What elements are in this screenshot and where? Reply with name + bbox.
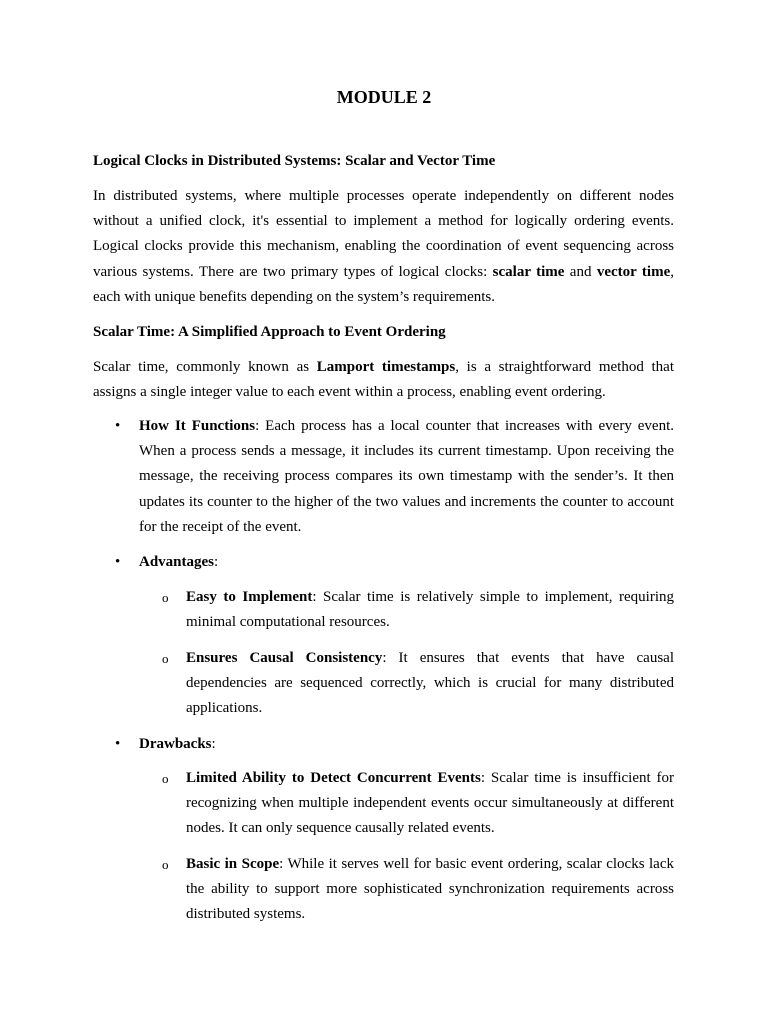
term-lamport-timestamps: Lamport timestamps — [316, 359, 456, 375]
sub-bullet-marker: o — [162, 651, 169, 666]
term-vector-time: vector time — [596, 263, 671, 280]
sub-item-label: Ensures Causal Consistency — [186, 650, 383, 666]
list-item-label: Drawbacks — [139, 736, 212, 752]
bullet-marker: • — [115, 736, 121, 752]
list-item-text: : — [214, 554, 219, 570]
section-heading-logical-clocks: Logical Clocks in Distributed Systems: Scalar and Vector Time — [93, 153, 496, 169]
list-item-how-it-functions — [139, 414, 674, 540]
sub-bullet-marker: o — [162, 771, 169, 786]
sub-item-text: : It ensures that events that have causal dependencies are sequenced correctly, which is crucial for many distributed applications. — [186, 650, 674, 717]
sub-item-label: Basic in Scope — [186, 856, 280, 872]
bullet-marker: • — [115, 418, 121, 434]
sub-item-text: : While it serves well for basic event ordering, scalar clocks lack the ability to support more sophisticated synchronization requirements across distributed systems. — [186, 856, 675, 923]
sub-item-text: : Scalar time is insufficient for recognizing when multiple independent events occur simultaneously at different nodes. It can only sequence causally related events. — [186, 770, 674, 837]
section-heading-scalar-time: Scalar Time: A Simplified Approach to Event Ordering — [93, 324, 446, 340]
list-item-label: Advantages — [139, 554, 215, 570]
sub-bullet-marker: o — [162, 857, 169, 872]
list-item-text: : — [211, 736, 216, 752]
sub-item-easy-to-implement — [186, 585, 674, 635]
list-item-label: How It Functions — [139, 418, 256, 434]
paragraph-text: Scalar time, commonly known as — [93, 359, 317, 375]
sub-bullet-marker: o — [162, 590, 169, 605]
sub-item-label: Limited Ability to Detect Concurrent Events — [186, 770, 481, 786]
paragraph-intro — [93, 184, 674, 310]
sub-item-label: Easy to Implement — [186, 589, 313, 605]
bullet-marker: • — [115, 554, 121, 570]
paragraph-scalar-intro — [93, 355, 674, 405]
list-item-drawbacks — [139, 732, 674, 757]
sub-item-text: : Scalar time is relatively simple to implement, requiring minimal computational resources. — [186, 589, 675, 631]
sub-item-basic-in-scope — [186, 852, 674, 928]
sub-item-causal-consistency — [186, 646, 674, 722]
paragraph-text: and — [564, 263, 597, 280]
paragraph-text: , is a straightforward method that assigns a single integer value to each event within a process, enabling event ordering. — [93, 359, 674, 401]
list-item-text: : Each process has a local counter that increases with every event. When a process sends a message, it includes its current timestamp. Upon receiving the message, the receiving process compares its own timestamp with the sender’s. It then updates its counter to the higher of the two values and increments the counter to account for the receipt of the event. — [139, 418, 674, 535]
list-item-advantages — [139, 550, 674, 575]
page-title: MODULE 2 — [336, 87, 432, 107]
paragraph-text: , each with unique benefits depending on the system’s requirements. — [93, 263, 674, 305]
paragraph-text: In distributed systems, where multiple processes operate independently on different nodes without a unified clock, it's essential to implement a method for logically ordering events. Logical clocks provide this mechanism, enabling the coordination of event sequencing across various systems. There are two primary types of logical clocks: — [93, 188, 674, 280]
sub-item-concurrent-events — [186, 766, 674, 842]
term-scalar-time: scalar time — [492, 263, 565, 280]
